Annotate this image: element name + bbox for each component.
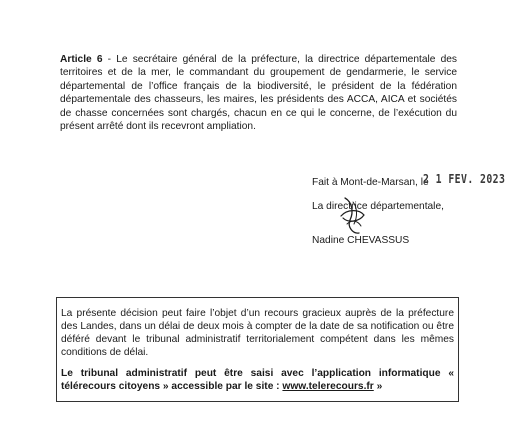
signatory-role: La directrice départementale, [312, 201, 444, 212]
date-stamp: 2 1 FEV. 2023 [423, 172, 506, 186]
article-6-paragraph [60, 53, 457, 133]
appeal-notice-text: La présente décision peut faire l’objet d’un recours gracieux auprès de la préfecture des Landes, dans un délai de deux mois à compter de la date de sa notification ou être déféré devant le tribunal administratif territorialement compétent dans les mêmes conditions de délai. [61, 308, 454, 358]
handwritten-signature-icon [338, 194, 368, 238]
article-text: - Le secrétaire général de la préfecture, la directrice départementale des territoires et de la mer, le commandant du groupement de gendarmerie, le service départemental de l’office français de la biodiversité, le président de la fédération départementale des chasseurs, les maires, les présidents des ACCA, AICA et sociétés de chasse concernées sont chargés, chacun en ce qui le concerne, de l’exécution du présent arrêté dont ils recevront ampliation. [60, 54, 458, 133]
appeal-notice-box [56, 297, 459, 402]
signatory-name: Nadine CHEVASSUS [312, 235, 410, 246]
telerecours-suffix: » [373, 381, 383, 392]
signature-place: Fait à Mont-de-Marsan, le [312, 177, 429, 188]
telerecours-link[interactable]: www.telerecours.fr [282, 381, 374, 392]
article-label: Article 6 [60, 54, 103, 65]
telerecours-text: Le tribunal administratif peut être saisi avec l’application informatique « télérecours citoyens » accessible par le site : [61, 368, 454, 392]
telerecours-notice [61, 367, 454, 393]
